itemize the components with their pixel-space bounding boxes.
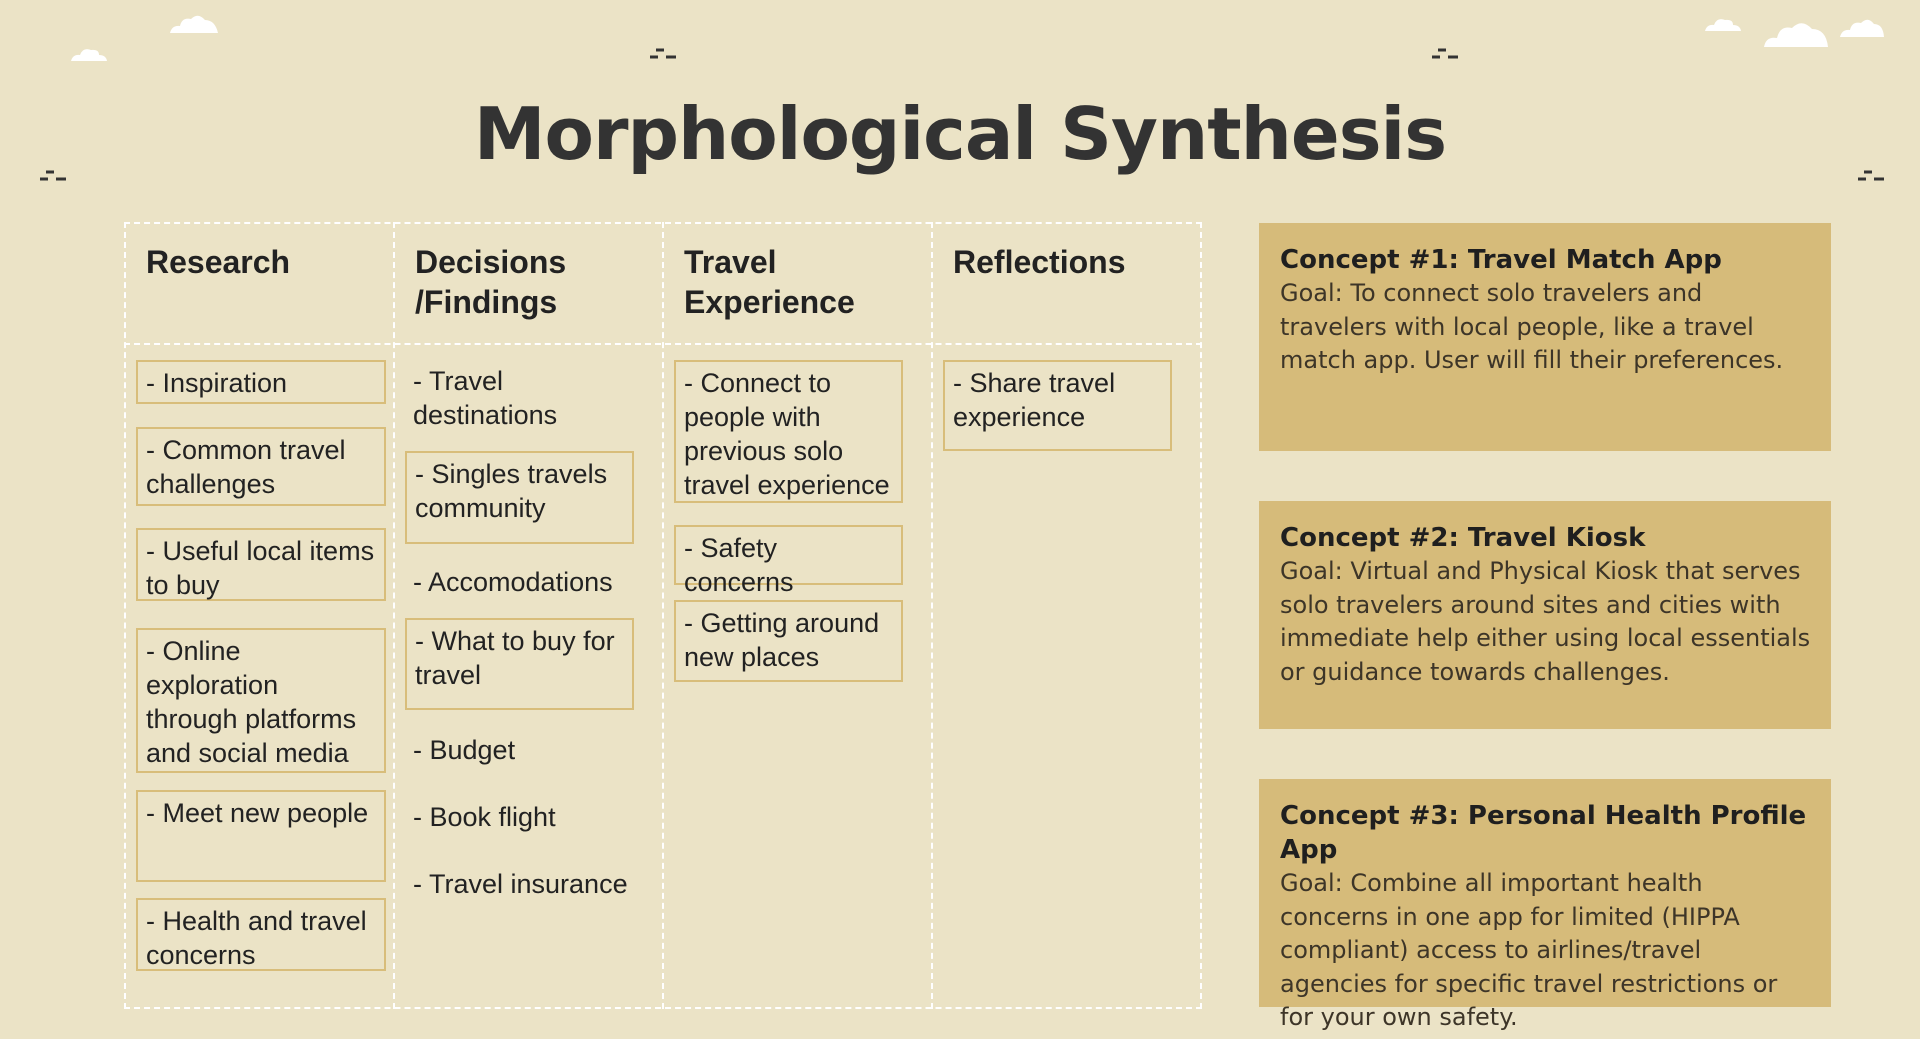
bird-icon [648, 48, 678, 60]
column-divider [662, 222, 664, 1009]
cloud-icon [70, 44, 108, 62]
reflections-item: - Share travel experience [943, 360, 1172, 451]
decisions-item: - Accomodations [413, 567, 613, 597]
column-heading-reflections: Reflections [953, 244, 1126, 280]
decisions-item: - Travel insurance [413, 869, 628, 899]
concept-card [1259, 223, 1831, 451]
header-divider [124, 343, 1202, 345]
concept-title: Concept #1: Travel Match App [1280, 245, 1722, 275]
column-heading-research: Research [146, 244, 291, 280]
decisions-item: - Budget [413, 735, 516, 765]
concept-card [1259, 501, 1831, 729]
table-border [124, 222, 1202, 224]
decisions-item: - Singles travels community [405, 451, 634, 544]
cloud-icon [1762, 18, 1830, 48]
column-divider [393, 222, 395, 1009]
travel-experience-item: - Getting around new places [674, 600, 903, 682]
concept-goal: Goal: To connect solo travelers and travelers with local people, like a travel match app. User will fill their preferences. [1280, 279, 1784, 374]
concept-title: Concept #2: Travel Kiosk [1280, 523, 1646, 553]
travel-experience-item: - Safety concerns [674, 525, 903, 585]
column-divider [931, 222, 933, 1009]
table-border [124, 1007, 1202, 1009]
decisions-item: - What to buy for travel [405, 618, 634, 710]
concept-card [1259, 779, 1831, 1031]
research-item: - Health and travel concerns [136, 898, 386, 971]
research-item: - Common travel challenges [136, 427, 386, 506]
research-item: - Online exploration through platforms and social media [136, 628, 386, 773]
decisions-item: - Book flight [413, 802, 556, 832]
concept-title: Concept #3: Personal Health Profile App [1280, 801, 1807, 865]
research-item: - Inspiration [136, 360, 386, 404]
research-item: - Meet new people [136, 790, 386, 882]
cloud-icon [168, 12, 220, 34]
column-heading-decisions: Decisions /Findings [415, 244, 567, 320]
table-border [1200, 222, 1202, 1009]
cloud-icon [1704, 14, 1742, 32]
travel-experience-item: - Connect to people with previous solo travel experience [674, 360, 903, 503]
page-title: Morphological Synthesis [473, 92, 1447, 176]
morphological-table [124, 222, 1202, 1009]
column-heading-travel-experience: Travel Experience [684, 244, 855, 320]
table-border [124, 222, 126, 1009]
bird-icon [1430, 48, 1460, 60]
decisions-item: - Travel destinations [413, 366, 558, 430]
concept-goal: Goal: Combine all important health concerns in one app for limited (HIPPA compliant) access to airlines/travel agencies for specific travel restrictions or for your own safety. [1280, 869, 1778, 1031]
research-item: - Useful local items to buy [136, 528, 386, 601]
cloud-icon [1838, 16, 1886, 38]
concept-goal: Goal: Virtual and Physical Kiosk that serves solo travelers around sites and cities with immediate help either using local essentials or guidance towards challenges. [1280, 557, 1811, 686]
